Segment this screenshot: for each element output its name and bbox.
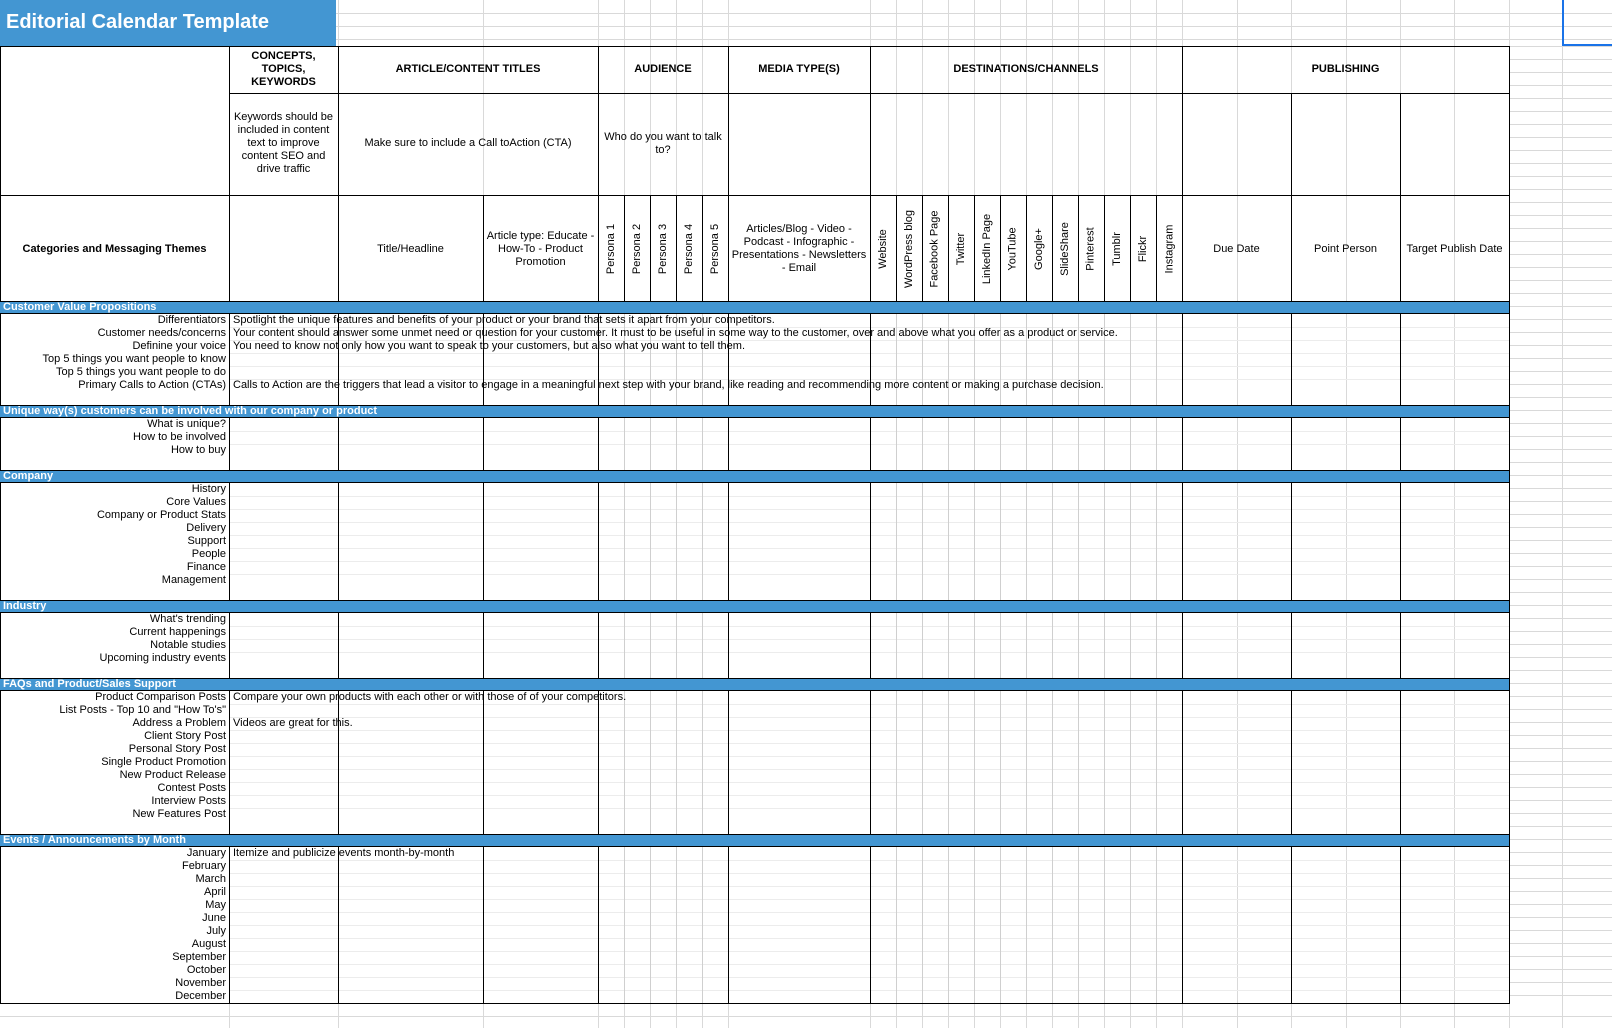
row-label[interactable]: December [175,990,226,1002]
row-label[interactable]: February [181,860,226,872]
row-label[interactable]: Top 5 things you want people to do [55,366,226,378]
row-label[interactable]: How to be involved [133,431,226,443]
persona-5-header [702,196,728,302]
persona-1-header [598,196,624,302]
row-label[interactable]: People [191,548,226,560]
subheader-target-publish-date: Target Publish Date [1406,242,1503,255]
row-note[interactable]: Spotlight the unique features and benefits of your product or your brand that sets it apart from your competitors. [233,314,775,326]
persona-2-header [624,196,650,302]
row-label[interactable]: July [206,925,226,937]
section-header: Unique way(s) customers can be involved with our company or product [0,405,1509,418]
persona-label: Persona 1 [605,223,617,275]
row-label[interactable]: April [203,886,226,898]
channel-label: Google+ [1033,228,1045,270]
sheet-title: Editorial Calendar Template [0,0,336,46]
section-header: Customer Value Propositions [0,301,1509,314]
header-destinations: DESTINATIONS/CHANNELS [953,62,1099,75]
row-label[interactable]: List Posts - Top 10 and "How To's" [59,704,226,716]
channel-label: Flickr [1137,235,1149,263]
desc-titles: Make sure to include a Call toAction (CTA) [364,137,572,149]
row-label[interactable]: Personal Story Post [128,743,226,755]
row-label[interactable]: June [202,912,226,924]
channel-flickr-header [1130,196,1156,302]
row-label[interactable]: Interview Posts [151,795,226,807]
subheader-point-person: Point Person [1314,242,1377,255]
header-publishing: PUBLISHING [1311,62,1380,75]
channel-label: Facebook Page [929,210,941,288]
row-label[interactable]: Delivery [186,522,226,534]
row-note[interactable]: Itemize and publicize events month-by-month [233,847,455,859]
row-label[interactable]: Contest Posts [157,782,226,794]
channel-label: YouTube [1007,227,1020,271]
channel-facebook-header [922,196,948,302]
subheader-media-types: Articles/Blog - Video - Podcast - Infographic - Presentations - Newsletters - Email [731,223,867,274]
header-media-types: MEDIA TYPE(S) [758,62,840,75]
channel-instagram-header [1156,196,1182,302]
row-label[interactable]: Finance [186,561,226,573]
persona-label: Persona 5 [709,223,721,275]
persona-3-header [650,196,676,302]
section-header: FAQs and Product/Sales Support [0,678,1509,691]
channel-twitter-header [948,196,974,302]
row-note[interactable]: Videos are great for this. [233,717,353,729]
row-label[interactable]: How to buy [170,444,226,456]
row-label[interactable]: September [172,951,226,963]
row-label[interactable]: August [191,938,226,950]
row-label[interactable]: Definine your voice [132,340,226,352]
row-label[interactable]: Support [187,535,226,547]
subheader-due-date: Due Date [1213,242,1260,255]
row-label[interactable]: May [205,899,226,911]
row-label[interactable]: Differentiators [157,314,226,326]
channel-tumblr-header [1104,196,1130,302]
row-label[interactable]: Product Comparison Posts [95,691,226,703]
subheader-categories: Categories and Messaging Themes [22,242,207,255]
channel-googleplus-header [1026,196,1052,302]
channel-website-header [870,196,896,302]
section-header: Industry [0,600,1509,613]
persona-label: Persona 2 [631,223,643,275]
channel-label: Website [877,229,890,269]
header-audience: AUDIENCE [634,62,692,75]
desc-audience: Who do you want to talk to? [604,130,722,156]
row-label[interactable]: Customer needs/concerns [97,327,226,339]
row-label[interactable]: January [186,847,226,859]
row-note[interactable]: Compare your own products with each other or with those of of your competitors. [233,691,627,703]
channel-wordpress-header [896,196,922,302]
row-label[interactable]: What is unique? [147,418,226,430]
row-label[interactable]: Single Product Promotion [101,756,226,768]
channel-label: LinkedIn Page [981,213,993,285]
row-label[interactable]: October [186,964,226,976]
section-header: Events / Announcements by Month [0,834,1509,847]
persona-label: Persona 3 [657,223,669,275]
channel-label: SlideShare [1059,222,1072,276]
selected-cell[interactable] [1562,0,1612,46]
channel-label: WordPress blog [903,209,915,289]
row-label[interactable]: Notable studies [150,639,226,651]
row-label[interactable]: March [195,873,226,885]
row-label[interactable]: Company or Product Stats [96,509,226,521]
persona-label: Persona 4 [683,223,695,275]
row-label[interactable]: Top 5 things you want people to know [42,353,226,365]
row-label[interactable]: New Product Release [119,769,226,781]
row-label[interactable]: What's trending [149,613,226,625]
subheader-title-headline: Title/Headline [377,242,444,255]
header-concepts: CONCEPTS, TOPICS, KEYWORDS [251,49,316,88]
row-label[interactable]: Current happenings [129,626,226,638]
row-note[interactable]: You need to know not only how you want to speak to your customers, but also what you want to tell them. [233,340,745,352]
channel-label: Pinterest [1085,227,1098,271]
channel-slideshare-header [1052,196,1078,302]
channel-label: Instagram [1163,224,1176,274]
row-label[interactable]: New Features Post [132,808,226,820]
row-label[interactable]: Primary Calls to Action (CTAs) [78,379,226,391]
row-label[interactable]: Core Values [166,496,226,508]
row-label[interactable]: November [175,977,226,989]
row-label[interactable]: Client Story Post [144,730,226,742]
channel-label: Twitter [955,232,967,266]
persona-4-header [676,196,702,302]
row-label[interactable]: Address a Problem [132,717,226,729]
row-note[interactable]: Calls to Action are the triggers that lead a visitor to engage in a meaningful next step with your brand, like reading and recommending more content or making a purchase decision. [233,379,1104,391]
row-label[interactable]: Management [161,574,226,586]
desc-keywords: Keywords should be included in content text to improve content SEO and drive traffic [233,111,334,175]
row-label[interactable]: History [191,483,226,495]
row-label[interactable]: Upcoming industry events [99,652,226,664]
section-header: Company [0,470,1509,483]
row-note[interactable]: Your content should answer some unmet need or question for your customer. It must to be useful in some way to the customer, over and above what you offer as a product or service. [233,327,1118,339]
channel-pinterest-header [1078,196,1104,302]
subheader-article-type: Article type: Educate - How-To - Product Promotion [486,229,595,268]
channel-youtube-header [1000,196,1026,302]
channel-label: Tumblr [1111,232,1124,266]
channel-linkedin-header [974,196,1000,302]
header-article-titles: ARTICLE/CONTENT TITLES [395,62,541,75]
